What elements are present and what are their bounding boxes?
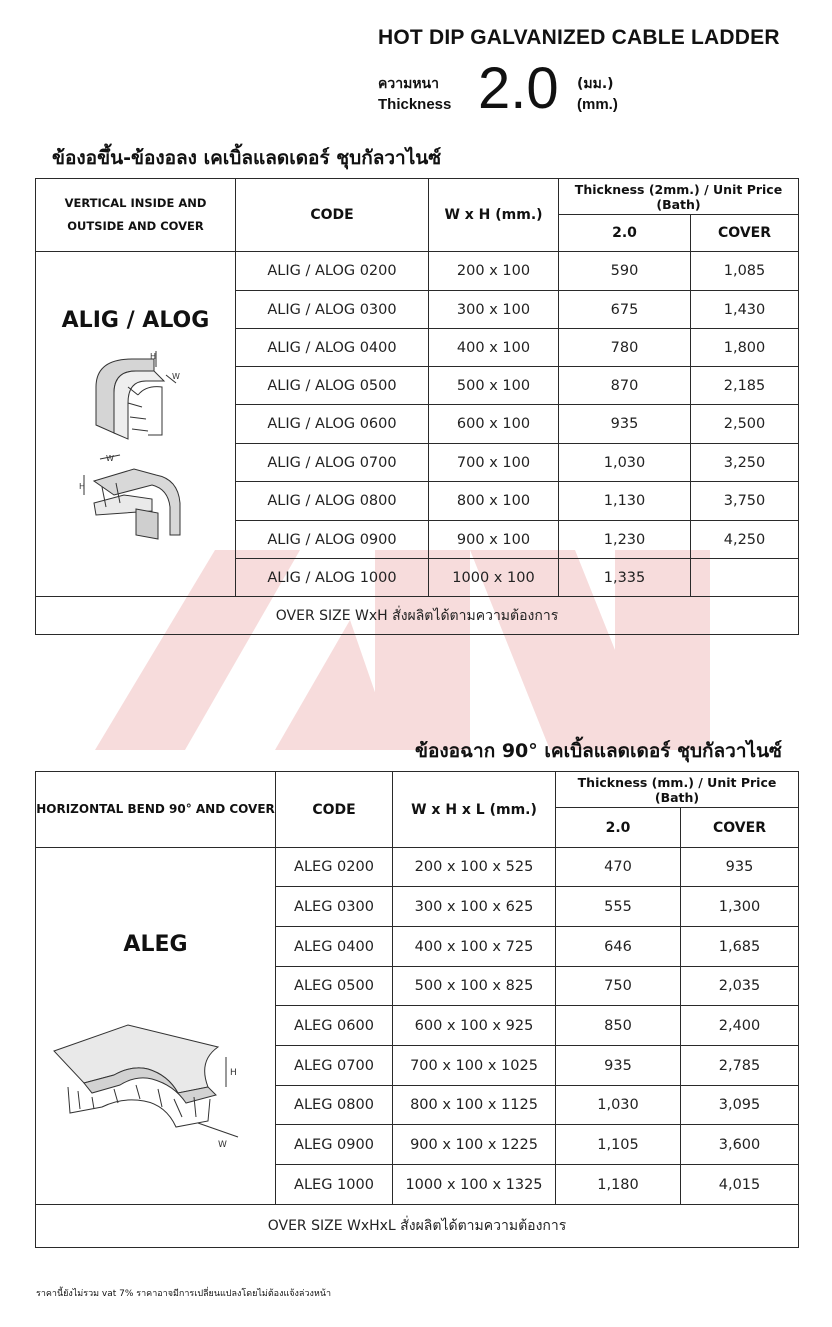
row-price-cover: 3,095 (681, 1086, 799, 1125)
table-row (36, 252, 799, 291)
row-code: ALEG 0700 (276, 1046, 393, 1086)
header-thickness-group: Thickness (mm.) / Unit Price (Bath) (556, 772, 799, 808)
header-code: CODE (276, 772, 393, 848)
row-size: 200 x 100 x 525 (393, 848, 556, 887)
row-price-cover: 1,300 (681, 887, 799, 927)
row-price-2-0: 1,030 (556, 1086, 681, 1125)
horizontal-bend-drawing-icon (48, 1017, 263, 1152)
section1-title: ข้องอขึ้น-ข้องอลง เคเบิ้ลแลดเดอร์ ชุบกัลวาไนซ์ (52, 147, 442, 169)
row-price-2-0: 675 (559, 291, 691, 329)
table-row (36, 848, 799, 887)
thickness-value: 2.0 (478, 56, 559, 121)
row-code: ALIG / ALOG 0900 (236, 521, 429, 559)
table-note-row (36, 597, 799, 635)
row-price-2-0: 590 (559, 252, 691, 291)
oversize-note: OVER SIZE WxH สั่งผลิตได้ตามความต้องการ (36, 597, 799, 635)
row-size: 600 x 100 x 925 (393, 1006, 556, 1046)
row-price-2-0: 1,180 (556, 1165, 681, 1205)
row-size: 600 x 100 (429, 405, 559, 444)
row-price-cover: 4,250 (691, 521, 799, 559)
row-price-cover: 1,430 (691, 291, 799, 329)
header-size: W x H x L (mm.) (393, 772, 556, 848)
row-price-cover: 3,250 (691, 444, 799, 482)
header-thickness-2-0: 2.0 (556, 808, 681, 848)
vertical-bend-cover-drawing-icon (76, 451, 196, 541)
svg-text:H: H (149, 352, 156, 361)
row-price-cover: 1,800 (691, 329, 799, 367)
row-price-2-0: 935 (559, 405, 691, 444)
svg-text:W: W (218, 1140, 227, 1150)
row-code: ALEG 0400 (276, 927, 393, 967)
row-size: 700 x 100 (429, 444, 559, 482)
row-code: ALEG 0800 (276, 1086, 393, 1125)
row-price-cover (691, 559, 799, 597)
row-size: 500 x 100 x 825 (393, 967, 556, 1006)
row-price-cover: 3,750 (691, 482, 799, 521)
document-title: HOT DIP GALVANIZED CABLE LADDER (378, 26, 780, 49)
row-price-cover: 2,500 (691, 405, 799, 444)
row-price-cover: 2,185 (691, 367, 799, 405)
row-code: ALIG / ALOG 0700 (236, 444, 429, 482)
header-size: W x H (mm.) (429, 179, 559, 252)
thickness-label-thai: ความหนา (378, 76, 439, 92)
header-code: CODE (236, 179, 429, 252)
row-price-2-0: 750 (556, 967, 681, 1006)
row-price-2-0: 555 (556, 887, 681, 927)
product-name: ALEG (123, 932, 188, 957)
row-price-2-0: 935 (556, 1046, 681, 1086)
thickness-unit: (mm.) (577, 96, 618, 113)
row-price-cover: 935 (681, 848, 799, 887)
row-size: 900 x 100 x 1225 (393, 1125, 556, 1165)
thickness-unit-thai: (มม.) (577, 76, 614, 92)
row-code: ALEG 1000 (276, 1165, 393, 1205)
row-code: ALEG 0300 (276, 887, 393, 927)
header-cover: COVER (681, 808, 799, 848)
header-thickness-2-0: 2.0 (559, 215, 691, 252)
vertical-bend-drawing-icon (76, 347, 196, 443)
row-price-cover: 2,400 (681, 1006, 799, 1046)
row-size: 800 x 100 x 1125 (393, 1086, 556, 1125)
header-description: HORIZONTAL BEND 90° AND COVER (36, 772, 276, 848)
thickness-label: Thickness (378, 96, 452, 113)
table-header-row (36, 179, 799, 215)
row-size: 900 x 100 (429, 521, 559, 559)
row-price-cover: 4,015 (681, 1165, 799, 1205)
row-code: ALEG 0500 (276, 967, 393, 1006)
row-code: ALIG / ALOG 0300 (236, 291, 429, 329)
row-size: 700 x 100 x 1025 (393, 1046, 556, 1086)
row-price-cover: 1,085 (691, 252, 799, 291)
svg-text:H: H (230, 1068, 237, 1078)
row-price-cover: 1,685 (681, 927, 799, 967)
row-code: ALEG 0900 (276, 1125, 393, 1165)
product-name: ALIG / ALOG (61, 308, 210, 333)
header-thickness-group: Thickness (2mm.) / Unit Price (Bath) (559, 179, 799, 215)
row-price-2-0: 470 (556, 848, 681, 887)
header-description: VERTICAL INSIDE AND OUTSIDE AND COVER (36, 179, 236, 252)
price-table-vertical (35, 178, 799, 635)
row-size: 1000 x 100 x 1325 (393, 1165, 556, 1205)
row-price-2-0: 1,030 (559, 444, 691, 482)
row-size: 300 x 100 x 625 (393, 887, 556, 927)
oversize-note: OVER SIZE WxHxL สั่งผลิตได้ตามความต้องการ (36, 1205, 799, 1248)
row-price-2-0: 1,335 (559, 559, 691, 597)
price-table-horizontal (35, 771, 799, 1248)
row-size: 1000 x 100 (429, 559, 559, 597)
row-size: 400 x 100 x 725 (393, 927, 556, 967)
row-price-cover: 2,035 (681, 967, 799, 1006)
row-code: ALIG / ALOG 0600 (236, 405, 429, 444)
row-price-2-0: 870 (559, 367, 691, 405)
row-code: ALIG / ALOG 0400 (236, 329, 429, 367)
row-price-2-0: 646 (556, 927, 681, 967)
section2-title: ข้องอฉาก 90° เคเบิ้ลแลดเดอร์ ชุบกัลวาไนซ์ (415, 740, 782, 762)
svg-text:W: W (105, 454, 114, 463)
row-size: 800 x 100 (429, 482, 559, 521)
svg-text:H: H (78, 482, 85, 491)
row-size: 400 x 100 (429, 329, 559, 367)
header-cover: COVER (691, 215, 799, 252)
row-price-cover: 2,785 (681, 1046, 799, 1086)
row-code: ALIG / ALOG 0800 (236, 482, 429, 521)
table-note-row (36, 1205, 799, 1248)
row-price-2-0: 850 (556, 1006, 681, 1046)
row-price-2-0: 1,105 (556, 1125, 681, 1165)
row-price-cover: 3,600 (681, 1125, 799, 1165)
product-cell (36, 252, 236, 597)
row-size: 500 x 100 (429, 367, 559, 405)
table-header-row (36, 772, 799, 808)
row-code: ALEG 0600 (276, 1006, 393, 1046)
product-cell (36, 848, 276, 1205)
svg-text:W: W (171, 372, 180, 381)
row-price-2-0: 1,230 (559, 521, 691, 559)
row-code: ALIG / ALOG 0500 (236, 367, 429, 405)
footnote: ราคานี้ยังไม่รวม vat 7% ราคาอาจมีการเปลี่ยนแปลงโดยไม่ต้องแจ้งล่วงหน้า (36, 1289, 332, 1299)
row-price-2-0: 780 (559, 329, 691, 367)
row-code: ALIG / ALOG 1000 (236, 559, 429, 597)
row-size: 300 x 100 (429, 291, 559, 329)
row-code: ALEG 0200 (276, 848, 393, 887)
row-price-2-0: 1,130 (559, 482, 691, 521)
row-code: ALIG / ALOG 0200 (236, 252, 429, 291)
row-size: 200 x 100 (429, 252, 559, 291)
